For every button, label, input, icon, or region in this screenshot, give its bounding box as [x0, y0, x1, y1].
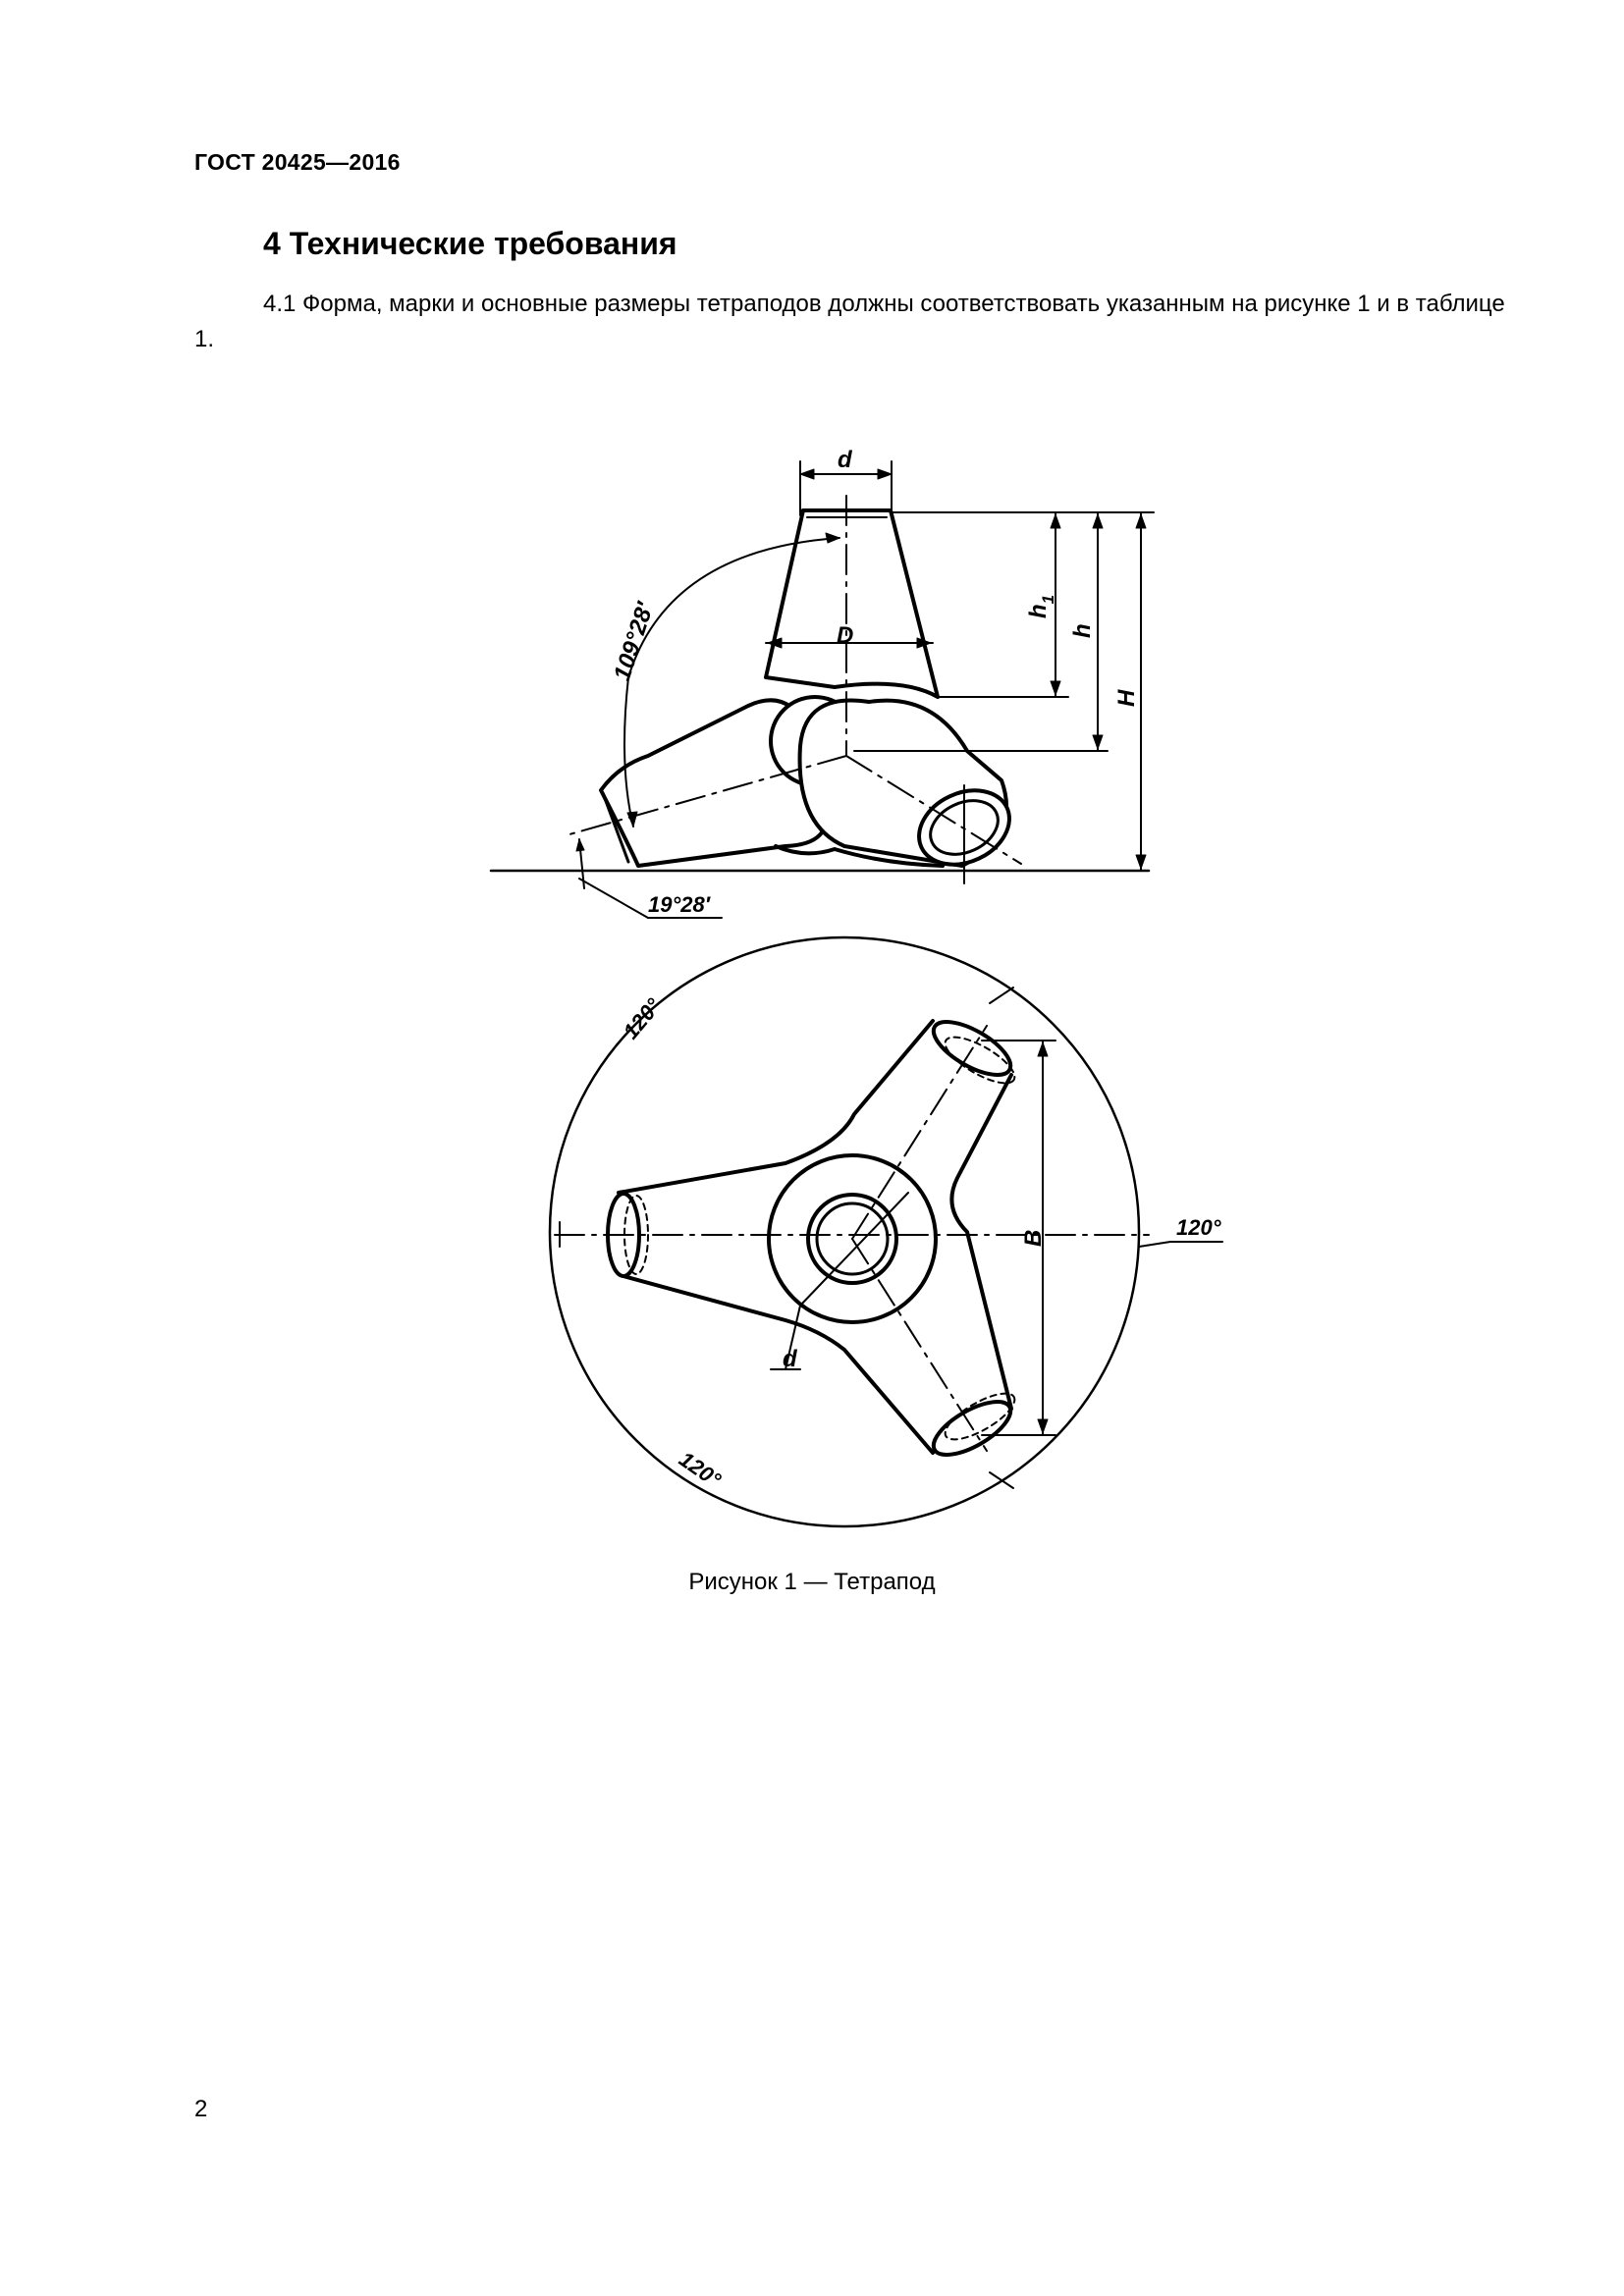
- section-title: 4 Технические требования: [263, 226, 677, 261]
- dim-H: H: [1113, 689, 1140, 707]
- dim-h1-main: h: [1025, 604, 1052, 618]
- figure-caption: Рисунок 1 — Тетрапод: [688, 1569, 936, 1595]
- dim-d-top: d: [838, 447, 852, 473]
- dim-h1: [1025, 595, 1057, 618]
- dim-h: h: [1069, 623, 1096, 638]
- document-header: ГОСТ 20425—2016: [194, 149, 401, 175]
- angle-109-28: 109°28′: [609, 599, 660, 684]
- page-number: 2: [194, 2096, 208, 2122]
- angle-120-right: 120°: [1176, 1215, 1221, 1240]
- paragraph-4-1: 4.1 Форма, марки и основные размеры тетраподов должны соответствовать указанным на рисунке 1 и в таблице 1.: [194, 291, 1505, 352]
- dim-d-bottom: d: [783, 1346, 797, 1372]
- angle-120-bottom: 120°: [675, 1446, 726, 1493]
- dim-h1-sub: 1: [1039, 594, 1057, 605]
- angle-19-28: 19°28′: [648, 892, 711, 917]
- angle-120-top: 120°: [618, 993, 667, 1044]
- dim-D: D: [837, 622, 854, 649]
- dim-B: B: [1020, 1229, 1047, 1247]
